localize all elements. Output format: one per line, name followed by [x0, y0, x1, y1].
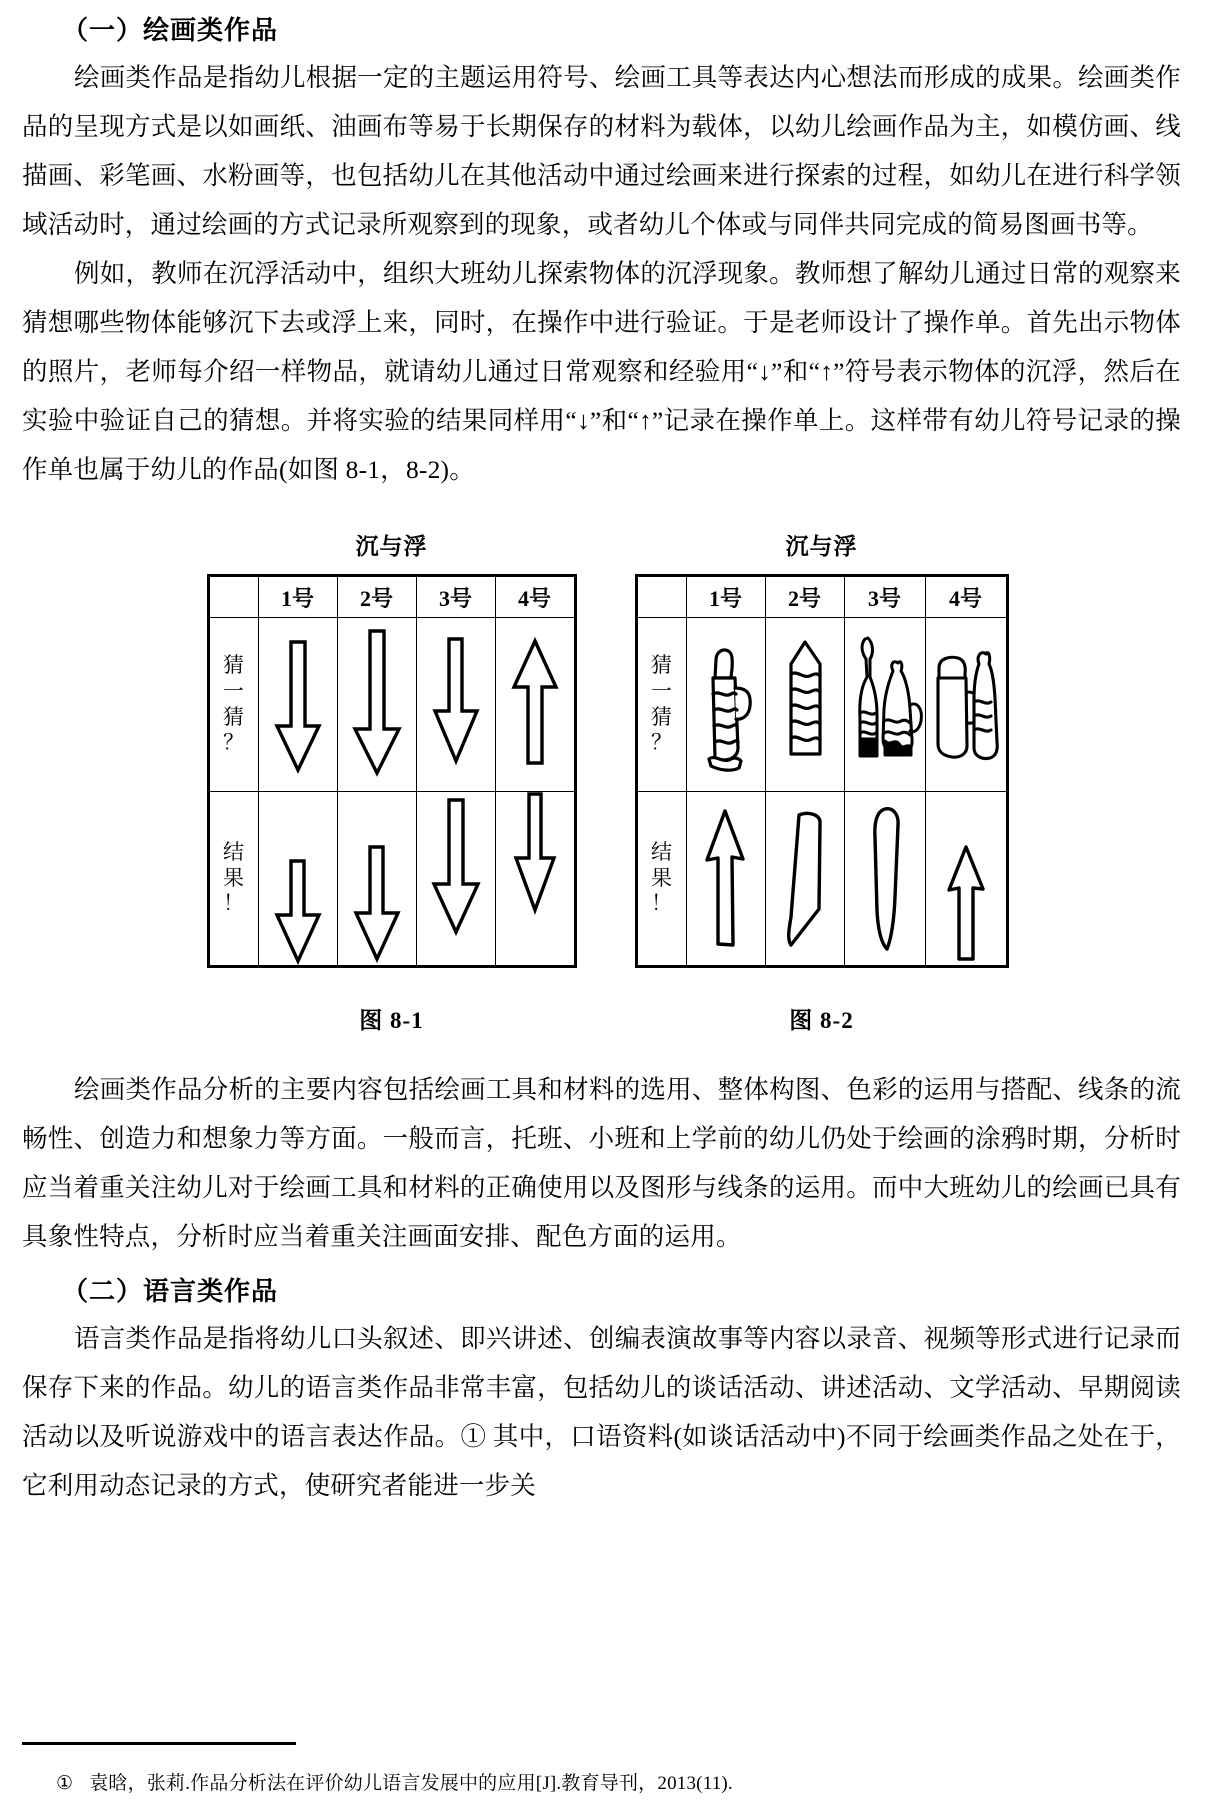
- row-label-char: 一: [651, 678, 672, 703]
- footnote-divider: [22, 1742, 296, 1745]
- corner-cell: [208, 576, 258, 618]
- row-label-char: 猜: [651, 653, 672, 678]
- figure-8-2: [635, 528, 1009, 1035]
- figure-8-1: [207, 528, 577, 1035]
- table-row-result: [208, 792, 575, 967]
- row-label-char: 一: [223, 678, 244, 703]
- column-header-4: 4号: [495, 576, 575, 618]
- paragraph-1: 绘画类作品是指幼儿根据一定的主题运用符号、绘画工具等表达内心想法而形成的成果。绘画类作品的呈现方式是以如画纸、油画布等易于长期保存的材料为载体，以幼儿绘画作品为主，如模仿画、线描画、彩笔画、水粉画等，也包括幼儿在其他活动中通过绘画来进行探索的过程，如幼儿在进行科学领域活动时，通过绘画的方式记录所观察到的现象，或者幼儿个体或与同伴共同完成的简易图画书等。: [22, 63, 1181, 239]
- column-header-3: 3号: [844, 576, 925, 618]
- arrow-down-icon: [495, 792, 575, 967]
- sink-float-worksheet-1: [207, 574, 577, 968]
- figure-caption: 图 8-1: [359, 1008, 424, 1033]
- row-label-char: ！: [651, 891, 672, 916]
- sketch-slab-icon: [765, 792, 844, 967]
- arrow-down-icon: [337, 618, 416, 792]
- sketch-block-pair-icon: [925, 618, 1007, 792]
- row-label-char: ！: [223, 891, 244, 916]
- table-row-guess: [636, 618, 1007, 792]
- row-label-char: 果: [651, 865, 672, 890]
- section-heading-2: （二）语言类作品: [62, 1277, 279, 1307]
- table-row-result: [636, 792, 1007, 967]
- table-header-row: [208, 576, 575, 618]
- row-label-char: 果: [223, 865, 244, 890]
- arrow-up-icon: [686, 792, 765, 967]
- paragraph-2: 例如，教师在沉浮活动中，组织大班幼儿探索物体的沉浮现象。教师想了解幼儿通过日常的观察来猜想哪些物体能够沉下去或浮上来，同时，在操作中进行验证。于是老师设计了操作单。首先出示物体的照片，老师每介绍一样物品，就请幼儿通过日常观察和经验用“↓”和“↑”符号表示物体的沉浮，然后在实验中验证自己的猜想。并将实验的结果同样用“↓”和“↑”记录在操作单上。这样带有幼儿符号记录的操作单也属于幼儿的作品(如图 8-1，8-2)。: [22, 259, 1181, 484]
- figure-title: 沉与浮: [355, 534, 428, 559]
- row-label-result: [208, 792, 258, 967]
- row-label-guess: [208, 618, 258, 792]
- figure-group: [0, 528, 1215, 1035]
- column-header-3: 3号: [416, 576, 495, 618]
- paragraph-3: 绘画类作品分析的主要内容包括绘画工具和材料的选用、整体构图、色彩的运用与搭配、线条的流畅性、创造力和想象力等方面。一般而言，托班、小班和上学前的幼儿仍处于绘画的涂鸦时期，分析时应当着重关注幼儿对于绘画工具和材料的正确使用以及图形与线条的运用。而中大班幼儿的绘画已具有具象性特点，分析时应当着重关注画面安排、配色方面的运用。: [22, 1075, 1181, 1251]
- footnote-mark: ①: [56, 1773, 74, 1795]
- row-label-char: 猜: [223, 653, 244, 678]
- row-label-char: ？: [651, 730, 672, 755]
- sink-float-worksheet-2: [635, 574, 1009, 968]
- arrow-down-icon: [258, 618, 337, 792]
- table-header-row: [636, 576, 1007, 618]
- column-header-1: 1号: [258, 576, 337, 618]
- column-header-1: 1号: [686, 576, 765, 618]
- footnote-item: [22, 1771, 1182, 1798]
- arrow-up-icon: [925, 792, 1007, 967]
- footnote-area: [22, 1742, 1182, 1798]
- row-label-char: 结: [223, 840, 244, 865]
- figure-title: 沉与浮: [785, 534, 858, 559]
- arrow-down-icon: [416, 618, 495, 792]
- footnote-text: 袁晗，张莉.作品分析法在评价幼儿语言发展中的应用[J].教育导刊，2013(11).: [89, 1773, 733, 1795]
- arrow-up-icon: [495, 618, 575, 792]
- sketch-bottle-pair-icon: [844, 618, 925, 792]
- column-header-4: 4号: [925, 576, 1007, 618]
- corner-cell: [636, 576, 686, 618]
- section-heading-1: （一）绘画类作品: [62, 16, 279, 46]
- column-header-2: 2号: [337, 576, 416, 618]
- row-label-char: 结: [651, 840, 672, 865]
- paragraph-4: 语言类作品是指将幼儿口头叙述、即兴讲述、创编表演故事等内容以录音、视频等形式进行记录而保存下来的作品。幼儿的语言类作品非常丰富，包括幼儿的谈话活动、讲述活动、文学活动、早期阅读活动以及听说游戏中的语言表达作品。① 其中，口语资料(如谈话活动中)不同于绘画类作品之处在于，它利用动态记录的方式，使研究者能进一步关: [22, 1324, 1181, 1500]
- row-label-result: [636, 792, 686, 967]
- sketch-crayon-icon: [765, 618, 844, 792]
- row-label-guess: [636, 618, 686, 792]
- arrow-down-icon: [337, 792, 416, 967]
- column-header-2: 2号: [765, 576, 844, 618]
- figure-caption: 图 8-2: [789, 1008, 854, 1033]
- arrow-down-icon: [416, 792, 495, 967]
- sketch-stick-icon: [844, 792, 925, 967]
- arrow-down-icon: [258, 792, 337, 967]
- row-label-char: 猜: [651, 704, 672, 729]
- sketch-cup-icon: [686, 618, 765, 792]
- table-row-guess: [208, 618, 575, 792]
- row-label-char: 猜: [223, 704, 244, 729]
- row-label-char: ？: [223, 730, 244, 755]
